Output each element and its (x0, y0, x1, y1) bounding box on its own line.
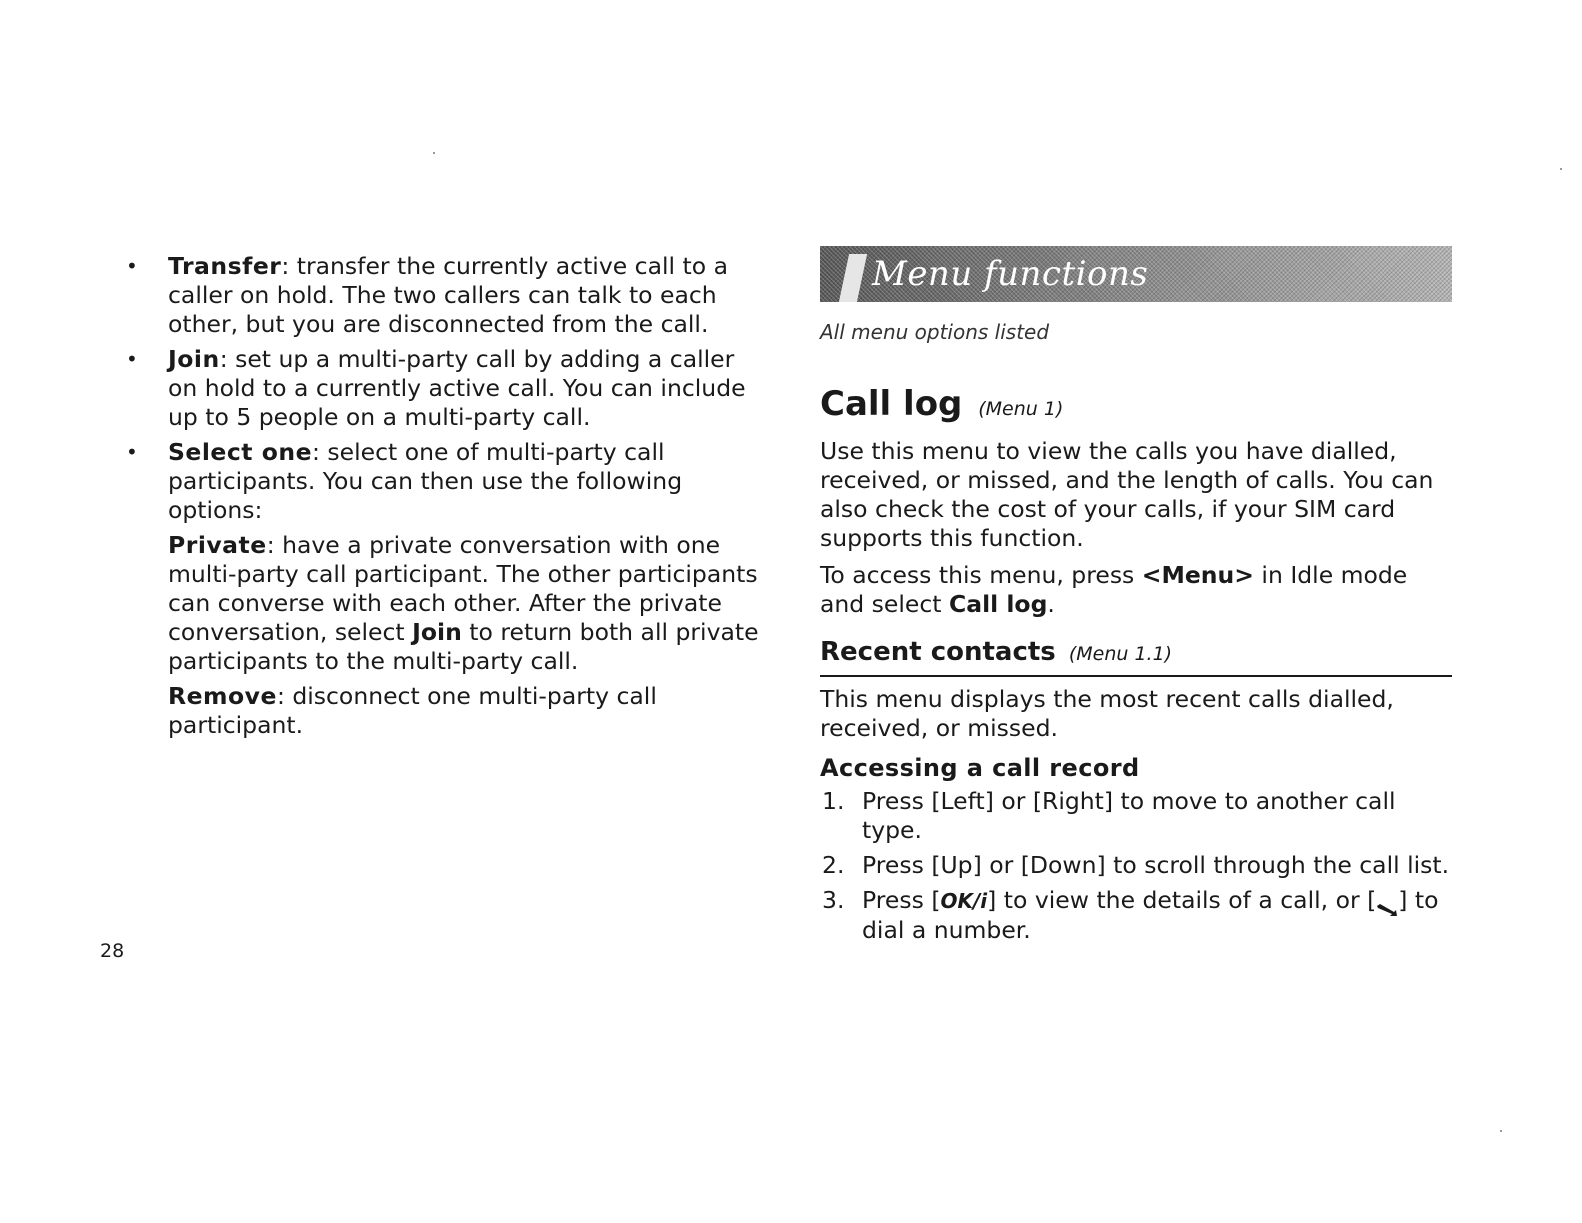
sub-item-remove (118, 682, 768, 740)
page-number: 28 (100, 940, 125, 962)
section-subtitle: All menu options listed (820, 320, 1050, 344)
step-text-before: Press [ (862, 886, 941, 914)
right-column (820, 246, 1452, 951)
step-text: Press [Up] or [Down] to scroll through the call list. (862, 851, 1450, 879)
call-log-description: Use this menu to view the calls you have dialled, received, or missed, and the length of calls. You can also check the cost of your calls, if your SIM card supports this function. (820, 437, 1434, 552)
sub-item-text: : have a private conversation with one multi-party call participant. The other participants can converse with each other. After the private conversation, select (168, 531, 758, 646)
scan-speck (1500, 1130, 1502, 1132)
scan-speck (433, 152, 435, 154)
bullet-select-one (118, 438, 768, 525)
accessing-call-record-heading: Accessing a call record (820, 754, 1140, 782)
call-log-bold-label: Call log (948, 590, 1048, 618)
bullet-text: : select one of multi-party call participants. You can then use the following options: (168, 438, 683, 524)
sub-item-text: : disconnect one multi-party call participant. (168, 682, 657, 739)
step-text: Press [Left] or [Right] to move to another call type. (862, 787, 1396, 844)
step-text-after: ] to dial a number. (862, 886, 1439, 944)
bullet-term: Transfer (168, 252, 282, 280)
banner-title: Menu functions (872, 254, 1149, 294)
recent-contacts-title: Recent contacts (820, 637, 1056, 667)
sub-item-term: Remove (168, 682, 277, 710)
sub-item-term: Private (168, 531, 267, 559)
ok-key-icon: OK/i (940, 889, 988, 913)
menu-key-label: <Menu> (1141, 561, 1254, 589)
step-item (820, 787, 1452, 845)
bullet-join (118, 345, 768, 432)
bullet-icon: • (126, 254, 138, 278)
bullet-term: Join (168, 345, 220, 373)
bullet-icon: • (126, 347, 138, 371)
section-banner (820, 246, 1452, 302)
step-number: 3. (822, 886, 845, 914)
step-item (820, 851, 1452, 880)
call-log-menu-ref: (Menu 1) (978, 398, 1064, 420)
step-text-middle: ] to view the details of a call, or [ (987, 886, 1377, 914)
access-text-middle: in Idle mode and select (820, 561, 1408, 618)
left-column (118, 252, 768, 740)
steps-list (820, 787, 1452, 945)
recent-contacts-menu-ref: (Menu 1.1) (1068, 643, 1173, 665)
access-text-before: To access this menu, press (820, 561, 1142, 589)
bullet-text: : set up a multi-party call by adding a caller on hold to a currently active call. You can include up to 5 people on a multi-party call. (168, 345, 746, 431)
sub-item-text-after: to return both all private participants to the multi-party call. (168, 618, 759, 675)
bullet-icon: • (126, 440, 138, 464)
call-key-icon (1376, 895, 1398, 909)
sub-item-private (118, 531, 768, 676)
access-text-after: . (1047, 590, 1055, 618)
recent-contacts-description: This menu displays the most recent calls dialled, received, or missed. (820, 685, 1394, 742)
banner-tab-mark (839, 254, 867, 302)
bullet-transfer (118, 252, 768, 339)
step-number: 2. (822, 851, 845, 879)
bullet-term: Select one (168, 438, 313, 466)
call-log-heading (820, 384, 1452, 429)
bullet-text: : transfer the currently active call to a caller on hold. The two callers can talk to each other, but you are disconnected from the call. (168, 252, 728, 338)
step-number: 1. (822, 787, 845, 815)
recent-contacts-heading (820, 635, 1452, 677)
sub-item-inline-bold: Join (412, 618, 462, 646)
step-item (820, 886, 1452, 945)
call-log-access-instructions (820, 561, 1452, 619)
scan-speck (1560, 168, 1562, 170)
call-log-title: Call log (820, 384, 963, 424)
